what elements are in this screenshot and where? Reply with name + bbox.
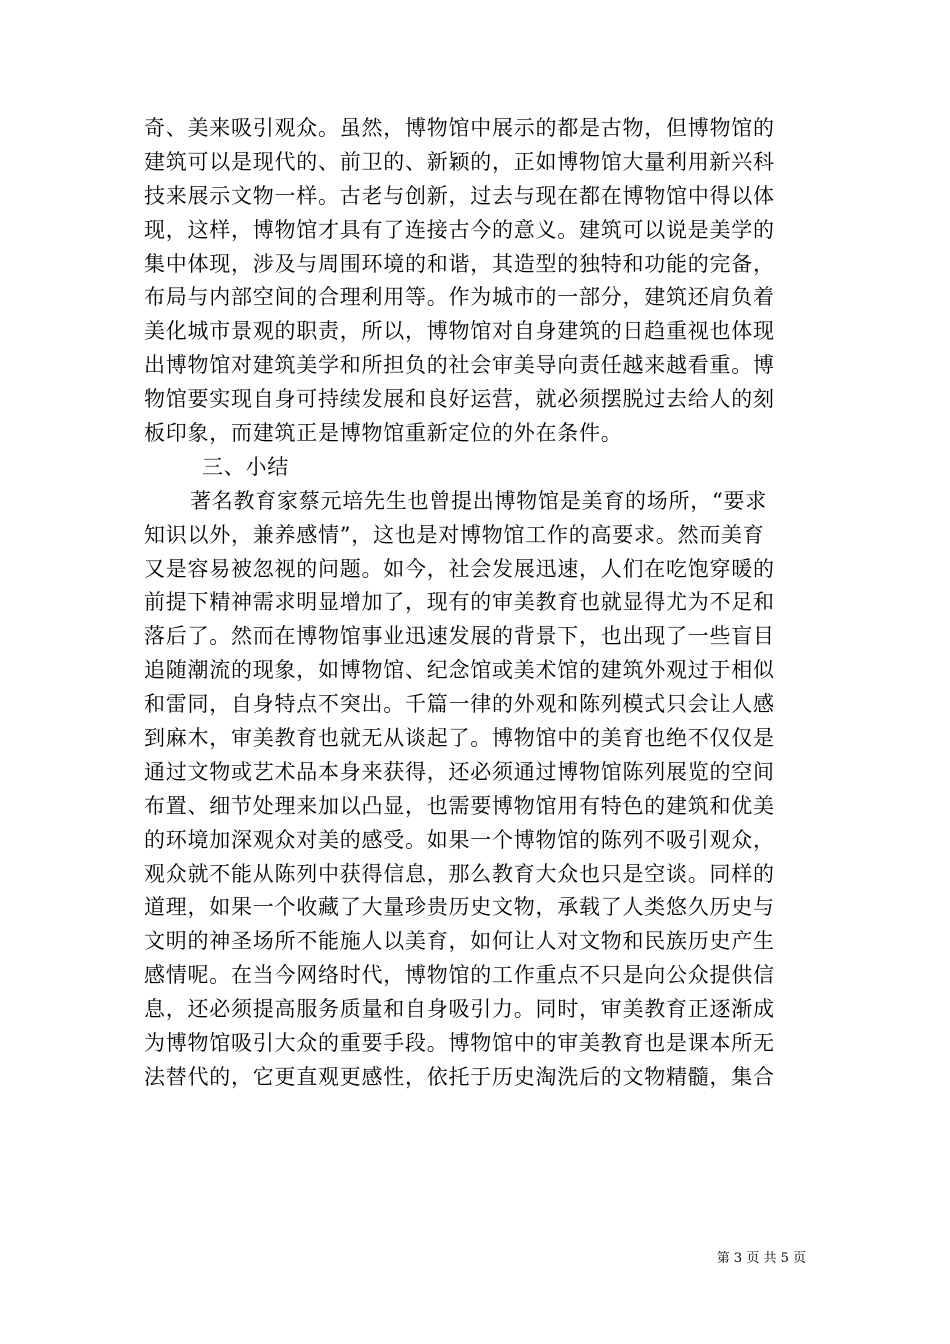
text-line: 的环境加深观众对美的感受。如果一个博物馆的陈列不吸引观众， (144, 827, 775, 852)
text-line: 布置、细节处理来加以凸显，也需要博物馆用有特色的建筑和优美 (144, 793, 775, 818)
text-line: 落后了。然而在博物馆事业迅速发展的背景下，也出现了一些盲目 (144, 624, 775, 649)
text-line: 板印象，而建筑正是博物馆重新定位的外在条件。 (144, 421, 623, 446)
text-line: 集中体现，涉及与周围环境的和谐，其造型的独特和功能的完备， (144, 251, 775, 276)
text-line: 通过文物或艺术品本身来获得，还必须通过博物馆陈列展览的空间 (144, 759, 775, 784)
page-number-label: 第 3 页 共 5 页 (716, 1251, 806, 1266)
text-line: 追随潮流的现象，如博物馆、纪念馆或美术馆的建筑外观过于相似 (144, 658, 775, 683)
text-line: 观众就不能从陈列中获得信息，那么教育大众也只是空谈。同样的 (144, 861, 775, 886)
text-line: 和雷同，自身特点不突出。千篇一律的外观和陈列模式只会让人感 (144, 692, 775, 717)
text-line: 法替代的，它更直观更感性，依托于历史淘洗后的文物精髓，集合 (144, 1064, 775, 1089)
text-line: 布局与内部空间的合理利用等。作为城市的一部分，建筑还肩负着 (144, 285, 775, 310)
section-heading: 三、小结 (202, 454, 289, 479)
text-line: 又是容易被忽视的问题。如今，社会发展迅速，人们在吃饱穿暖的 (144, 556, 775, 581)
page-number-footer (717, 1250, 806, 1268)
text-line: 物馆要实现自身可持续发展和良好运营，就必须摆脱过去给人的刻 (144, 387, 775, 412)
text-line: 为博物馆吸引大众的重要手段。博物馆中的审美教育也是课本所无 (144, 1031, 775, 1056)
text-line: 前提下精神需求明显增加了，现有的审美教育也就显得尤为不足和 (144, 590, 775, 615)
text-line: 感情呢。在当今网络时代，博物馆的工作重点不只是向公众提供信 (144, 963, 775, 988)
text-line: 现，这样，博物馆才具有了连接古今的意义。建筑可以说是美学的 (144, 217, 775, 242)
body-text (144, 112, 806, 1095)
text-line: 技来展示文物一样。古老与创新，过去与现在都在博物馆中得以体 (144, 183, 775, 208)
text-line: 奇、美来吸引观众。虽然，博物馆中展示的都是古物，但博物馆的 (144, 116, 775, 140)
text-line: 美化城市景观的职责，所以，博物馆对自身建筑的日趋重视也体现 (144, 319, 775, 344)
text-line: 文明的神圣场所不能施人以美育，如何让人对文物和民族历史产生 (144, 929, 775, 954)
paragraph-start-line: 著名教育家蔡元培先生也曾提出博物馆是美育的场所，“要求 (190, 488, 767, 513)
text-line: 知识以外，兼养感情”，这也是对博物馆工作的高要求。然而美育 (144, 522, 765, 547)
text-line: 道理，如果一个收藏了大量珍贵历史文物，承载了人类悠久历史与 (144, 895, 775, 920)
text-line: 建筑可以是现代的、前卫的、新颖的，正如博物馆大量利用新兴科 (144, 149, 775, 174)
text-line: 息，还必须提高服务质量和自身吸引力。同时，审美教育正逐渐成 (144, 997, 775, 1022)
text-line: 出博物馆对建筑美学和所担负的社会审美导向责任越来越看重。博 (144, 353, 775, 378)
text-line: 到麻木，审美教育也就无从谈起了。博物馆中的美育也绝不仅仅是 (144, 726, 775, 751)
